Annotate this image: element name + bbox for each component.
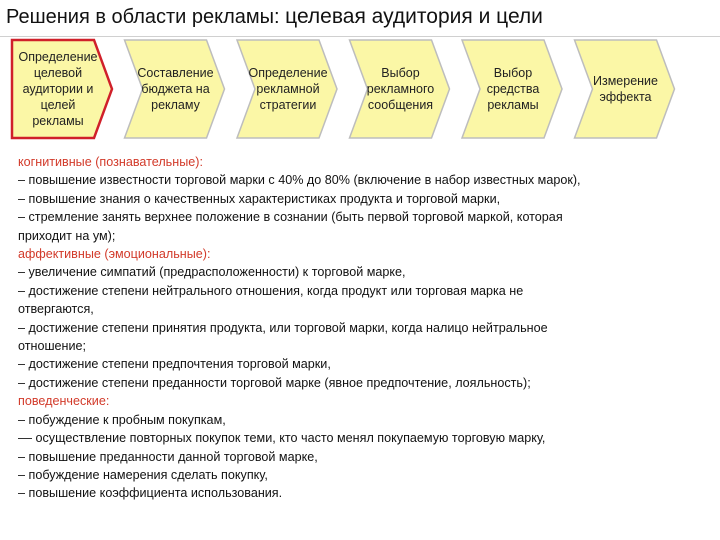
section-heading: поведенческие: [18, 394, 110, 409]
objective-line: –– осуществление повторных покупок теми, кто часто менял покупаемую торговую марку, [18, 431, 546, 446]
objective-line: – достижение степени нейтрального отношения, когда продукт или торговая марка не [18, 283, 524, 298]
objective-line: отвергаются, [18, 302, 94, 317]
title-part-2: целевая аудитория [285, 5, 473, 28]
flow-step-label-4: Выбор рекламного сообщения [366, 66, 435, 112]
flow-step-label-6: Измерение эффекта [592, 74, 658, 104]
flow-step-label-5: Выбор средства рекламы [486, 66, 540, 112]
objective-line: – повышение преданности данной торговой марке, [18, 449, 318, 464]
objective-line: – стремление занять верхнее положение в сознании (быть первой торговой маркой, которая [18, 210, 563, 225]
process-flow [10, 38, 700, 148]
flow-step-label-3: Определение рекламной стратегии [248, 66, 328, 112]
objective-line: – повышение знания о качественных характеристиках продукта и торговой марки, [18, 191, 501, 206]
section-heading: когнитивные (познавательные): [18, 155, 203, 169]
objective-line: – повышение известности торговой марки с 40% до 80% (включение в набор известных марок), [18, 173, 581, 188]
title-divider [0, 36, 720, 37]
objective-line: – побуждение к пробным покупкам, [18, 412, 226, 427]
title-part-1: Решения в области рекламы: [6, 6, 286, 28]
slide-title [6, 5, 706, 29]
section-heading: аффективные (эмоциональные): [18, 247, 211, 262]
objective-line: – повышение коэффициента использования. [18, 486, 283, 501]
objective-line: отношение; [18, 339, 87, 354]
objective-line: – достижение степени предпочтения торговой марки, [18, 357, 331, 372]
objective-line: – достижение степени принятия продукта, или торговой марки, когда налицо нейтральное [18, 320, 548, 335]
objectives-text [18, 153, 708, 503]
title-part-3: и цели [472, 5, 543, 28]
flow-step-label-2: Составление бюджета на рекламу [137, 66, 214, 112]
objective-line: – побуждение намерения сделать покупку, [18, 467, 268, 482]
objective-line: – увеличение симпатий (предрасположенности) к торговой марке, [18, 265, 406, 280]
objective-line: – достижение степени преданности торговой марке (явное предпочтение, лояльность); [18, 375, 531, 390]
objective-line: приходит на ум); [18, 228, 116, 243]
flow-step-label-1: Определение целевой аудитории и целей рекламы [18, 50, 98, 128]
